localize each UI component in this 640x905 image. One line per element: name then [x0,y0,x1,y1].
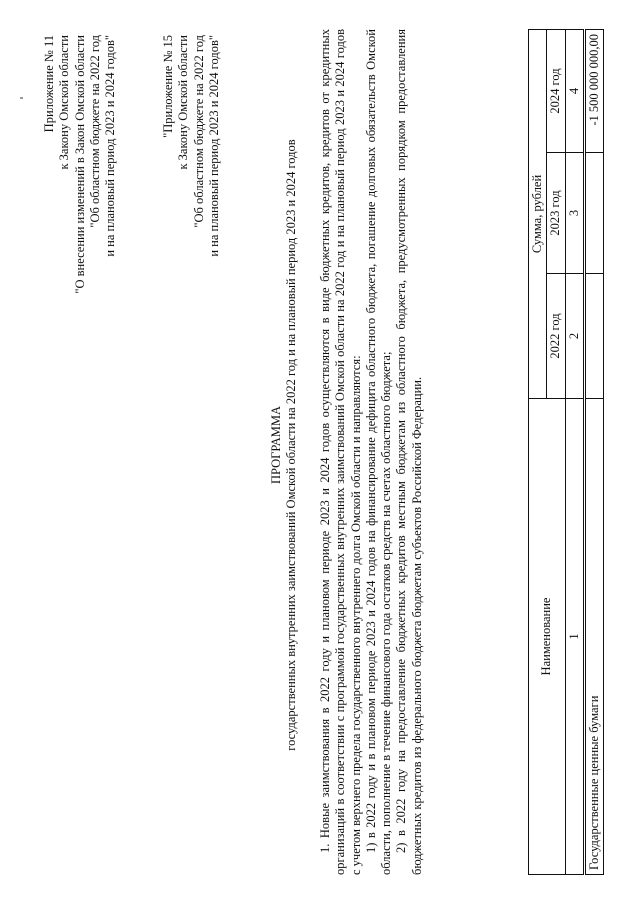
header-year-2024: 2024 год [547,29,565,152]
appendix-amend-ref: "О внесении изменений в Закон Омской области [72,35,87,294]
colnum-2: 2 [565,274,584,399]
appendix-old-header [161,35,222,875]
title-main: ПРОГРАММА [269,405,283,485]
header-name: Наименование [529,399,566,875]
table-header-row [529,29,547,874]
scan-mark [20,97,23,99]
appendix-number: "Приложение № 15 [161,35,175,138]
paragraph-1: 1. Новые заимствования в 2022 году и плановом периоде 2023 и 2024 годов осуществляются в виде бюджетных кредитов, кредитов от кредитных организаций в соответствии с программой государственных внутренних заимствований Омской области на 2022 год и на плановый период 2023 и 2024 годов с учетом верхнего предела государственного внутреннего долга Омской области и направляются: [318,29,363,875]
colnum-3: 3 [565,153,584,274]
appendix-law-ref: к Закону Омской области [176,35,191,170]
table-colnum-row [565,29,584,874]
appendix-period-ref: и на плановый период 2023 и 2024 годов" [206,35,221,257]
title-subtitle: государственных внутренних заимствований Омской области на 2022 год и на плановый период 2023 и 2024 годов [284,139,299,751]
colnum-1: 1 [565,399,584,875]
document-body [318,29,425,875]
appendix-period-ref: и на плановый период 2023 и 2024 годов" [103,35,117,257]
colnum-4: 4 [565,29,584,152]
paragraph-2: 1) в 2022 году и в плановом периоде 2023 и 2024 годов на финансирование дефицита областного бюджета, погашение долговых обязательств Омской области, пополнение в течение финансового года остатков средств на счетах областного бюджета; [363,29,393,875]
paragraph-3: 2) в 2022 году на предоставление бюджетных кредитов местным бюджетам из областного бюджета, предусмотренных порядком предоставления бюджетных кредитов из федерального бюджета бюджетам субъектов Российской Федерации. [394,29,424,875]
appendix-law-ref: к Закону Омской области [57,35,72,170]
row-name: Государственные ценные бумаги [584,399,603,875]
appendix-number: Приложение № 11 [42,35,56,133]
appendix-new-header [42,35,118,875]
header-sum: Сумма, рублей [529,29,547,398]
appendix-budget-ref: "Об областном бюджете на 2022 год [191,35,206,228]
header-year-2023: 2023 год [547,153,565,274]
header-year-2022: 2022 год [547,274,565,399]
document-title [269,25,300,865]
appendix-budget-ref: "Об областном бюджете на 2022 год [87,35,102,228]
borrowing-table [528,29,604,875]
row-value-2022 [584,274,603,399]
row-value-2023 [584,153,603,274]
table-row [584,29,603,874]
row-value-2024: -1 500 000 000,00 [584,29,603,152]
